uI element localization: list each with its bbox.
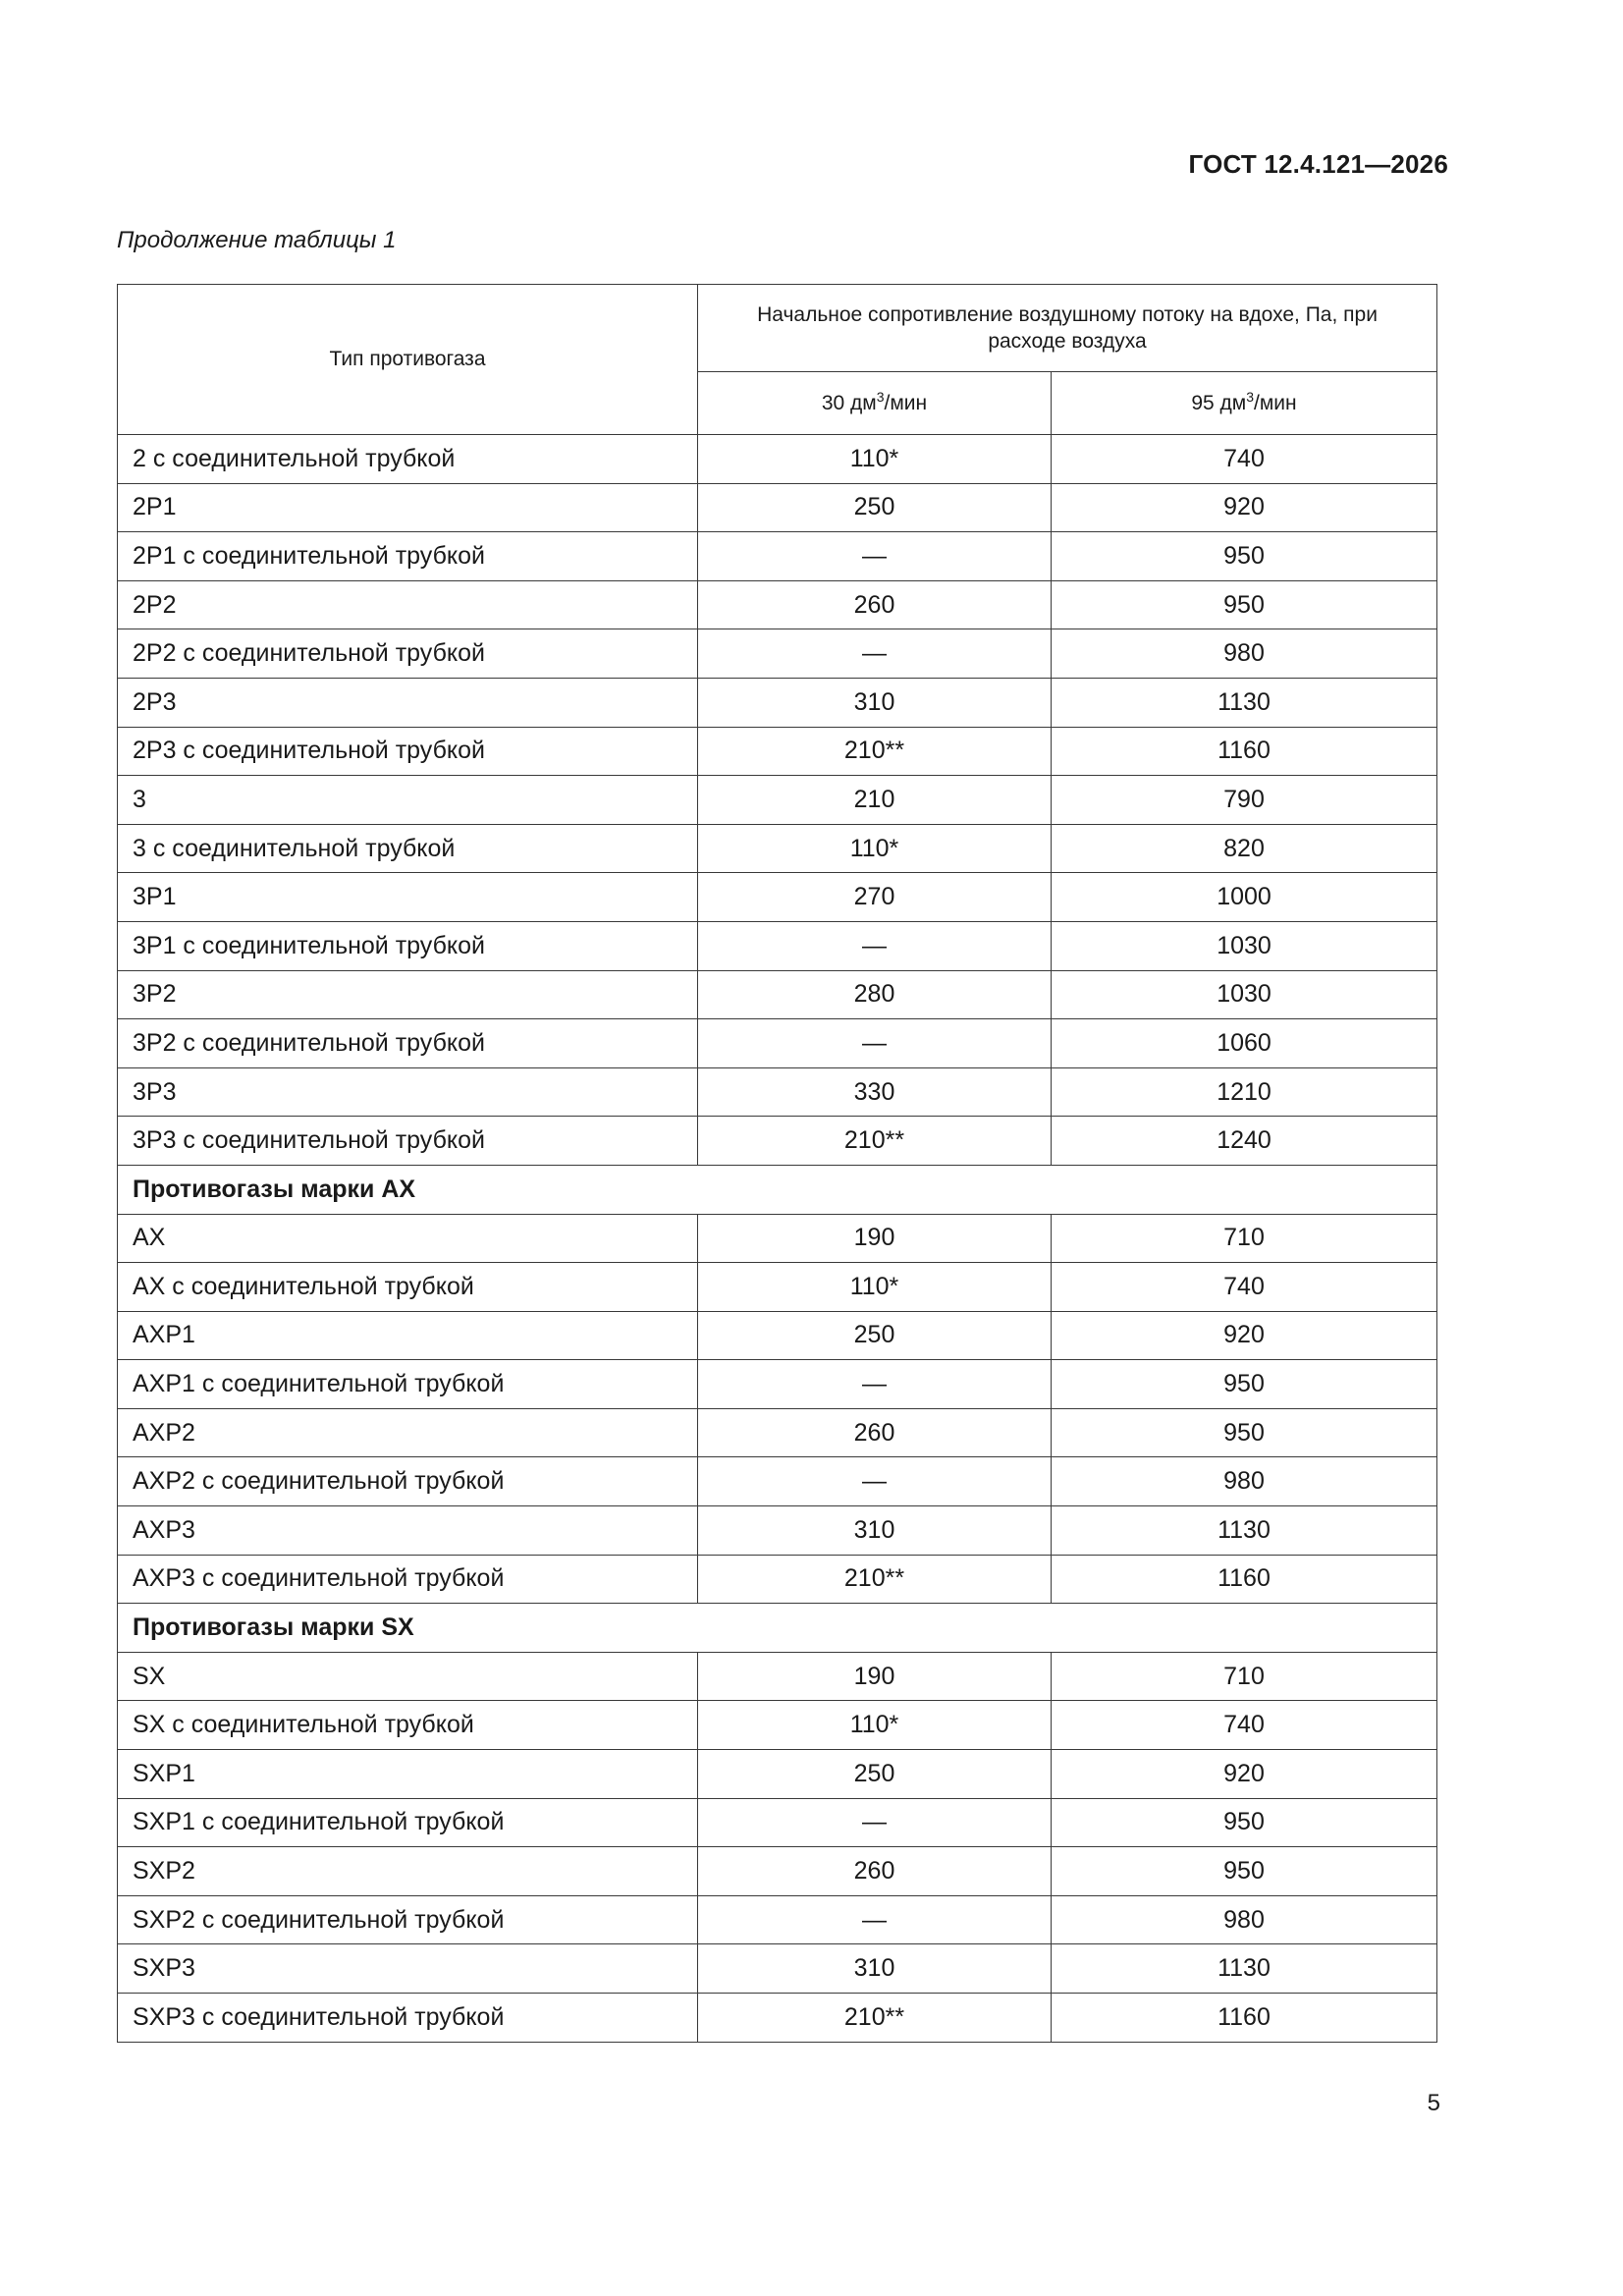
cell-resistance-95: 1240 <box>1052 1117 1437 1166</box>
table-row <box>118 435 1437 484</box>
cell-resistance-30: 270 <box>698 873 1052 922</box>
cell-resistance-30: 110* <box>698 1701 1052 1750</box>
cell-resistance-30: 210** <box>698 727 1052 776</box>
cell-resistance-95: 1210 <box>1052 1067 1437 1117</box>
cell-resistance-95: 980 <box>1052 1457 1437 1506</box>
table-row <box>118 1360 1437 1409</box>
column-header-flow-30 <box>698 372 1052 435</box>
cell-gasmask-type: 2Р3 с соединительной трубкой <box>118 727 698 776</box>
cell-resistance-30: 210 <box>698 776 1052 825</box>
table-row <box>118 1944 1437 1994</box>
cell-gasmask-type: АХР1 <box>118 1311 698 1360</box>
table-row <box>118 1067 1437 1117</box>
cell-resistance-95: 1160 <box>1052 1994 1437 2043</box>
cell-resistance-30: — <box>698 629 1052 679</box>
cell-resistance-95: 920 <box>1052 1750 1437 1799</box>
table-row <box>118 483 1437 532</box>
table-row <box>118 1311 1437 1360</box>
cell-gasmask-type: АХР2 <box>118 1408 698 1457</box>
cell-resistance-95: 950 <box>1052 532 1437 581</box>
cell-resistance-95: 950 <box>1052 580 1437 629</box>
cell-resistance-95: 950 <box>1052 1408 1437 1457</box>
flow-30-sup: 3 <box>876 388 885 405</box>
cell-gasmask-type: 3Р1 <box>118 873 698 922</box>
cell-resistance-95: 1030 <box>1052 970 1437 1019</box>
table-row <box>118 873 1437 922</box>
table-caption: Продолжение таблицы 1 <box>117 227 397 253</box>
cell-resistance-95: 980 <box>1052 1895 1437 1944</box>
cell-gasmask-type: SXP3 с соединительной трубкой <box>118 1994 698 2043</box>
flow-95-value: 95 дм <box>1191 391 1247 414</box>
table-body <box>118 435 1437 2043</box>
cell-resistance-30: 310 <box>698 1944 1052 1994</box>
cell-resistance-30: 250 <box>698 1311 1052 1360</box>
cell-gasmask-type: SXP2 <box>118 1847 698 1896</box>
cell-resistance-30: 310 <box>698 1506 1052 1556</box>
flow-30-unit: /мин <box>884 391 928 414</box>
cell-resistance-30: 250 <box>698 1750 1052 1799</box>
cell-resistance-95: 1130 <box>1052 1944 1437 1994</box>
cell-resistance-30: 210** <box>698 1994 1052 2043</box>
cell-gasmask-type: 2Р2 с соединительной трубкой <box>118 629 698 679</box>
table-row <box>118 1214 1437 1263</box>
cell-resistance-95: 1060 <box>1052 1019 1437 1068</box>
table-row <box>118 1019 1437 1068</box>
cell-gasmask-type: 3Р2 с соединительной трубкой <box>118 1019 698 1068</box>
cell-gasmask-type: АХР2 с соединительной трубкой <box>118 1457 698 1506</box>
group-header-label: Противогазы марки SX <box>118 1604 1437 1653</box>
cell-resistance-30: — <box>698 1360 1052 1409</box>
cell-gasmask-type: АХР1 с соединительной трубкой <box>118 1360 698 1409</box>
table-row <box>118 727 1437 776</box>
cell-resistance-95: 710 <box>1052 1652 1437 1701</box>
flow-95-unit: /мин <box>1254 391 1297 414</box>
table-row <box>118 1895 1437 1944</box>
table-row <box>118 1798 1437 1847</box>
table-row <box>118 532 1437 581</box>
cell-gasmask-type: SX с соединительной трубкой <box>118 1701 698 1750</box>
cell-resistance-95: 1130 <box>1052 678 1437 727</box>
cell-resistance-95: 740 <box>1052 1701 1437 1750</box>
cell-gasmask-type: 2Р1 <box>118 483 698 532</box>
page-number: 5 <box>1427 2090 1440 2116</box>
cell-resistance-30: 260 <box>698 1408 1052 1457</box>
cell-resistance-30: — <box>698 1457 1052 1506</box>
table-row <box>118 921 1437 970</box>
document-code: ГОСТ 12.4.121—2026 <box>1188 149 1448 179</box>
cell-gasmask-type: АХР3 с соединительной трубкой <box>118 1555 698 1604</box>
cell-gasmask-type: 2Р1 с соединительной трубкой <box>118 532 698 581</box>
cell-resistance-95: 820 <box>1052 824 1437 873</box>
cell-resistance-95: 920 <box>1052 483 1437 532</box>
cell-gasmask-type: 2Р2 <box>118 580 698 629</box>
cell-gasmask-type: 3Р2 <box>118 970 698 1019</box>
cell-resistance-95: 1030 <box>1052 921 1437 970</box>
group-header-label: Противогазы марки АХ <box>118 1165 1437 1214</box>
cell-resistance-30: 310 <box>698 678 1052 727</box>
cell-resistance-30: — <box>698 1019 1052 1068</box>
cell-gasmask-type: 2Р3 <box>118 678 698 727</box>
cell-gasmask-type: SXP1 с соединительной трубкой <box>118 1798 698 1847</box>
cell-gasmask-type: АХ <box>118 1214 698 1263</box>
cell-resistance-95: 790 <box>1052 776 1437 825</box>
cell-resistance-30: — <box>698 1895 1052 1944</box>
cell-resistance-30: 250 <box>698 483 1052 532</box>
cell-resistance-95: 1160 <box>1052 1555 1437 1604</box>
table-row <box>118 1408 1437 1457</box>
resistance-table <box>117 284 1437 2043</box>
column-header-flow-95 <box>1052 372 1437 435</box>
cell-gasmask-type: SXP1 <box>118 1750 698 1799</box>
table-row <box>118 1117 1437 1166</box>
table-row <box>118 824 1437 873</box>
cell-resistance-95: 950 <box>1052 1847 1437 1896</box>
table-row <box>118 776 1437 825</box>
cell-resistance-30: — <box>698 1798 1052 1847</box>
cell-gasmask-type: 3Р3 <box>118 1067 698 1117</box>
table-row <box>118 1701 1437 1750</box>
cell-resistance-30: 280 <box>698 970 1052 1019</box>
cell-gasmask-type: АХ с соединительной трубкой <box>118 1263 698 1312</box>
table-row <box>118 629 1437 679</box>
cell-resistance-30: — <box>698 921 1052 970</box>
cell-resistance-30: — <box>698 532 1052 581</box>
cell-resistance-30: 110* <box>698 1263 1052 1312</box>
cell-resistance-95: 1160 <box>1052 727 1437 776</box>
cell-resistance-95: 950 <box>1052 1798 1437 1847</box>
table-row <box>118 1750 1437 1799</box>
table-row <box>118 1994 1437 2043</box>
cell-resistance-95: 740 <box>1052 435 1437 484</box>
table-row <box>118 1555 1437 1604</box>
cell-resistance-30: 110* <box>698 824 1052 873</box>
column-header-type: Тип противогаза <box>118 285 698 435</box>
table-row <box>118 678 1437 727</box>
group-header-row <box>118 1165 1437 1214</box>
cell-resistance-95: 920 <box>1052 1311 1437 1360</box>
table-row <box>118 1652 1437 1701</box>
table-row <box>118 1847 1437 1896</box>
flow-95-sup: 3 <box>1246 388 1255 405</box>
cell-gasmask-type: SXP2 с соединительной трубкой <box>118 1895 698 1944</box>
column-header-resistance <box>698 285 1437 372</box>
table-row <box>118 1506 1437 1556</box>
cell-resistance-30: 260 <box>698 580 1052 629</box>
cell-gasmask-type: 2 с соединительной трубкой <box>118 435 698 484</box>
cell-resistance-30: 210** <box>698 1117 1052 1166</box>
cell-resistance-95: 980 <box>1052 629 1437 679</box>
cell-resistance-95: 950 <box>1052 1360 1437 1409</box>
cell-resistance-30: 260 <box>698 1847 1052 1896</box>
table-header <box>118 285 1437 435</box>
cell-gasmask-type: 3Р3 с соединительной трубкой <box>118 1117 698 1166</box>
cell-gasmask-type: 3 с соединительной трубкой <box>118 824 698 873</box>
table-row <box>118 1263 1437 1312</box>
table-row <box>118 970 1437 1019</box>
cell-gasmask-type: 3 <box>118 776 698 825</box>
group-header-row <box>118 1604 1437 1653</box>
cell-resistance-30: 190 <box>698 1652 1052 1701</box>
cell-resistance-30: 110* <box>698 435 1052 484</box>
column-header-resistance-text: Начальное сопротивление воздушному потоку на вдохе, Па, при расходе воздуха <box>757 303 1378 354</box>
table-row <box>118 1457 1437 1506</box>
cell-gasmask-type: SXP3 <box>118 1944 698 1994</box>
cell-resistance-30: 190 <box>698 1214 1052 1263</box>
table-row <box>118 580 1437 629</box>
cell-gasmask-type: АХР3 <box>118 1506 698 1556</box>
cell-resistance-95: 710 <box>1052 1214 1437 1263</box>
cell-gasmask-type: 3Р1 с соединительной трубкой <box>118 921 698 970</box>
cell-gasmask-type: SX <box>118 1652 698 1701</box>
cell-resistance-30: 210** <box>698 1555 1052 1604</box>
cell-resistance-95: 740 <box>1052 1263 1437 1312</box>
cell-resistance-95: 1000 <box>1052 873 1437 922</box>
cell-resistance-30: 330 <box>698 1067 1052 1117</box>
cell-resistance-95: 1130 <box>1052 1506 1437 1556</box>
flow-30-value: 30 дм <box>821 391 877 414</box>
